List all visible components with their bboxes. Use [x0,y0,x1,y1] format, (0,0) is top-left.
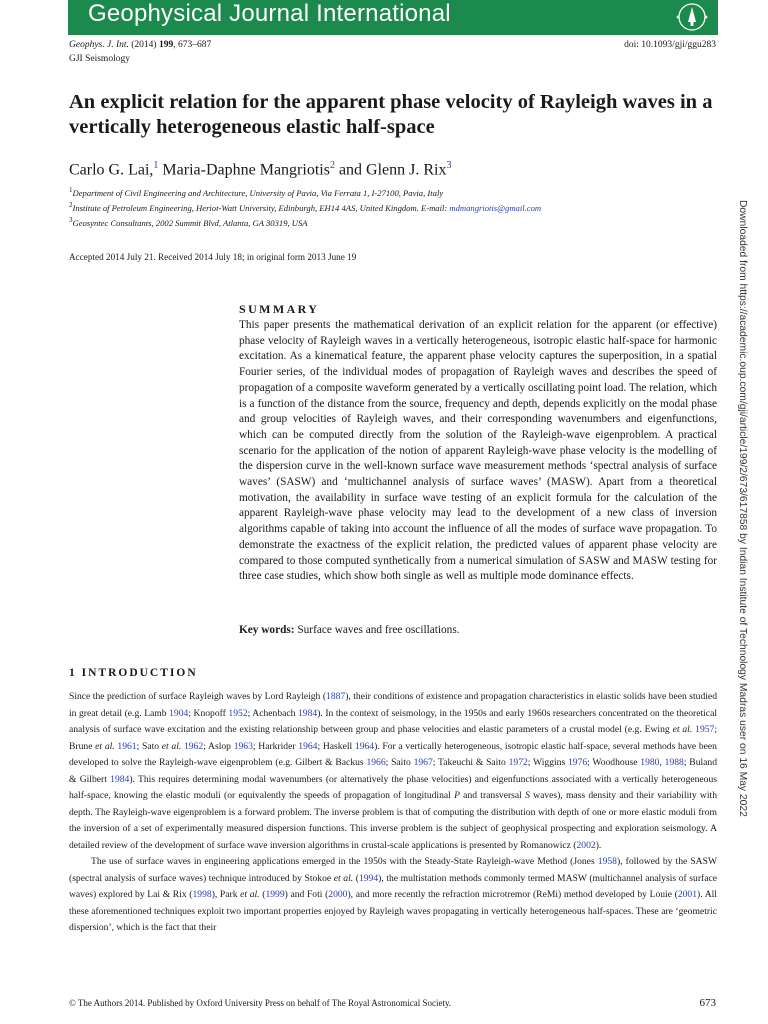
author-name: and Glenn J. Rix [338,161,447,179]
reference-link[interactable]: 1984 [110,773,130,785]
author-affil-link[interactable]: 3 [446,160,452,171]
paper-title: An explicit relation for the apparent phase velocity of Rayleigh waves in a vertically heterogeneous elastic half-space [69,91,713,138]
summary-text: This paper presents the mathematical derivation of an explicit relation for the apparent (or effective) phase velocity of Rayleigh waves in a vertically heterogeneous, isotropic elastic half-space for harmonic excitation. As a kinematical feature, the apparent phase velocity captures the superposition, in a spatial Fourier series, of the individual modes of propagation of Rayleigh waves and describes the speed of propagation of a composite waveform generated by a vertically oscillating point load. The relation, which is a function of the distance from the source, frequency and depth, depends explicitly on the modal phase and group velocities of Rayleigh waves, and their corresponding wavenumbers and eigenfunctions, which can be computed directly from the solution of the Rayleigh-wave eigenproblem. A practical scenario for the application of the notion of apparent Rayleigh-wave phase velocity is the modelling of the dispersion curve in the well-known surface wave measurement methods ‘spectral analysis of surface waves’ (SASW) and ‘multichannel analysis of surface waves’ (MASW). Apart from a theoretical motivation, the availability in surface wave testing of an explicit formula for the calculation of the apparent Rayleigh-wave phase velocity may lead to the development of a new class of inversion algorithms capable of taking into account the influence of all the modes of surface wave propagation. To demonstrate the exactness of the explicit relation, the predicted values of apparent phase velocity are compared to those computed synthetically from a numerical simulation of SASW and MASW testing for three case studies, which show both single as well as multiple mode dominance effects. [239,319,717,583]
reference-link[interactable]: 1998 [192,889,212,900]
reference-link[interactable]: 1988 [664,757,684,768]
citation-pages: , 673–687 [173,40,212,50]
italic-text: P [454,790,460,801]
paragraph-text: ; Aslop [203,740,234,752]
paragraph-text: ; Knopoff [188,707,229,719]
keywords-label: Key words: [239,624,295,636]
paragraph-text: ), their conditions of existence and propagation characteristics in elastic solids have been studied in great detail (e.g. Lamb [69,691,717,719]
download-watermark: Downloaded from https://academic.oup.com/gji/article/199/2/673/617858 by Indian Institute of Technology Madras user on 16 May 2022 [737,200,748,817]
journal-section: GJI Seismology [69,54,130,64]
paragraph-text: , [659,757,665,768]
page-number: 673 [699,997,716,1009]
author-name: Carlo G. Lai, [69,161,154,179]
reference-link[interactable]: 1964 [354,740,375,752]
affiliation [69,184,729,199]
reference-link[interactable]: 2001 [677,889,697,900]
reference-link[interactable]: 1980 [640,757,660,768]
reference-link[interactable]: 1966 [366,757,386,768]
affiliation-text: Department of Civil Engineering and Architecture, University of Pavia, Via Ferrata 1, I-27100, Pavia, Italy [72,187,444,198]
intro-paragraph-1 [69,689,717,854]
reference-link[interactable]: 1952 [228,707,248,719]
italic-text: et al. [95,740,115,752]
paragraph-text: ), Park [211,889,241,900]
introduction-body [69,689,717,937]
paragraph-text: ; Achenbach [247,707,298,719]
doi-link[interactable]: doi: 10.1093/gji/ggu283 [624,40,716,50]
reference-link[interactable]: 1984 [298,707,318,719]
introduction-heading: 1 INTRODUCTION [69,667,198,679]
author-affil-link[interactable]: 1 [153,160,159,171]
reference-link[interactable]: 1957 [695,724,715,735]
reference-link[interactable]: 1967 [413,757,433,768]
affiliation-text: Institute of Petroleum Engineering, Heriot-Watt University, Edinburgh, EH14 4AS, United Kingdom. E-mail: [72,202,450,213]
summary-heading: SUMMARY [239,302,320,316]
paragraph-text: ). [595,839,602,851]
paragraph-text: ), and more recently the refraction microtremor (ReMi) method developed by Louie ( [347,889,678,900]
email-link[interactable]: mdmangriotis@gmail.com [449,202,542,213]
paragraph-text: ). All these aforementioned techniques exploit two important properties enjoyed by Rayleigh waves propagating in vertically heterogeneous half-spaces. These are ‘geometric dispersion’, which is the fact that their [69,889,717,933]
citation-journal: Geophys. J. Int. [69,40,129,50]
italic-text: S [525,790,530,801]
paragraph-text: ), the multistation methods commonly termed MASW (multichannel analysis of surface waves) explored by Lai & Rix ( [69,872,717,900]
reference-link[interactable]: 1963 [233,740,253,752]
citation-year: (2014) [131,40,157,50]
paragraph-text: ; Harkrider [252,740,299,752]
journal-name: Geophysical Journal International [88,0,451,27]
paragraph-text: ; Wiggins [527,757,568,768]
italic-text: et al. [333,872,354,884]
affiliation-marker: 2 [69,200,73,209]
reference-link[interactable]: 1961 [117,740,137,752]
paragraph-text: ; Saito [385,757,414,768]
reference-link[interactable]: 1958 [597,856,617,867]
paragraph-text: ; Buland & Gilbert [69,757,718,785]
reference-link[interactable]: 1994 [358,872,379,884]
paragraph-text: ) and Foti ( [284,889,329,900]
reference-link[interactable]: 2000 [328,889,348,900]
paragraph-text: The use of surface waves in engineering applications emerged in the 1950s with the Steady-State Rayleigh-wave Method (Jones [91,856,598,867]
reference-link[interactable]: 1976 [567,757,588,768]
paragraph-text: and transversal [459,790,526,801]
affiliation-marker: 1 [69,186,73,194]
intro-paragraph-2 [69,854,717,937]
citation-volume: 199 [158,40,174,50]
reference-link[interactable]: 1887 [326,691,346,702]
paragraph-text: Since the prediction of surface Rayleigh waves by Lord Rayleigh ( [69,691,327,702]
paragraph-text: ; Haskell [317,740,355,752]
italic-text: et al. [161,740,182,752]
copyright-footer: © The Authors 2014. Published by Oxford University Press on behalf of The Royal Astronomical Society. [69,998,452,1008]
paragraph-text: ). This requires determining modal wavenumbers (or alternatively the phase velocities) and eigenfunctions associated with a vertically heterogeneous half-space, knowing the elastic moduli (or equivalently the speeds of propagation of longitudinal [69,773,718,801]
author-list [69,160,451,179]
paragraph-text: ). In the context of seismology, in the 1950s and early 1960s researchers concentrated on the theoretical analysis of surface wave excitation and the existing relationship between group and phase velocities and elastic parameters of a crustal model (e.g. Ewing [69,707,717,735]
paragraph-text: ; Woodhouse [587,757,641,768]
paragraph-text: ; Sato [136,740,162,752]
citation-line [69,40,211,50]
italic-text: et al. [672,724,693,735]
paragraph-text: ( [259,889,266,900]
keywords [239,624,460,636]
reference-link[interactable]: 1904 [169,707,189,719]
paragraph-text: waves), mass density and their variability with depth. The Rayleigh-wave eigenproblem is a forward problem. The inverse problem is that of computing the distribution with depth of one or more elastic moduli from the inversion of a set of experimentally measured dispersion functions. This inverse problem is the subject of geophysical prospecting and exploration seismology. A detailed review of the development of surface wave inversion algorithms in crustal-scale applications is presented by Romanowicz ( [69,790,717,851]
paragraph-text: ; Brune [69,724,718,752]
italic-text: et al. [240,889,260,900]
affiliations [69,184,729,229]
reference-link[interactable]: 1999 [265,889,285,900]
publication-dates: Accepted 2014 July 21. Received 2014 July 18; in original form 2013 June 19 [69,252,357,262]
reference-link[interactable]: 1964 [298,740,318,752]
reference-link[interactable]: 1972 [508,757,528,768]
reference-link[interactable]: 1962 [184,740,204,752]
journal-banner [68,0,718,35]
reference-link[interactable]: 2002 [576,839,596,851]
affiliation [69,199,729,214]
paragraph-text: ; Takeuchi & Saito [432,757,509,768]
author-name: Maria-Daphne Mangriotis [162,161,330,179]
paragraph-text: ), followed by the SASW (spectral analysis of surface waves) technique introduced by Stokoe [69,856,718,884]
paragraph-text: ( [353,872,359,884]
affiliation-text: Geosyntec Consultants, 2002 Summit Blvd, Atlanta, GA 30319, USA [72,217,308,228]
author-affil-link[interactable]: 2 [329,160,335,171]
paragraph-text: ). For a vertically heterogeneous, isotropic elastic half-space, several methods have been developed to solve the Rayleigh-wave eigenproblem (e.g. Gilbert & Backus [69,740,717,768]
keywords-text: Surface waves and free oscillations. [297,624,460,636]
affiliation-marker: 3 [69,215,73,224]
society-seal-icon [668,2,716,32]
affiliation [69,214,729,229]
